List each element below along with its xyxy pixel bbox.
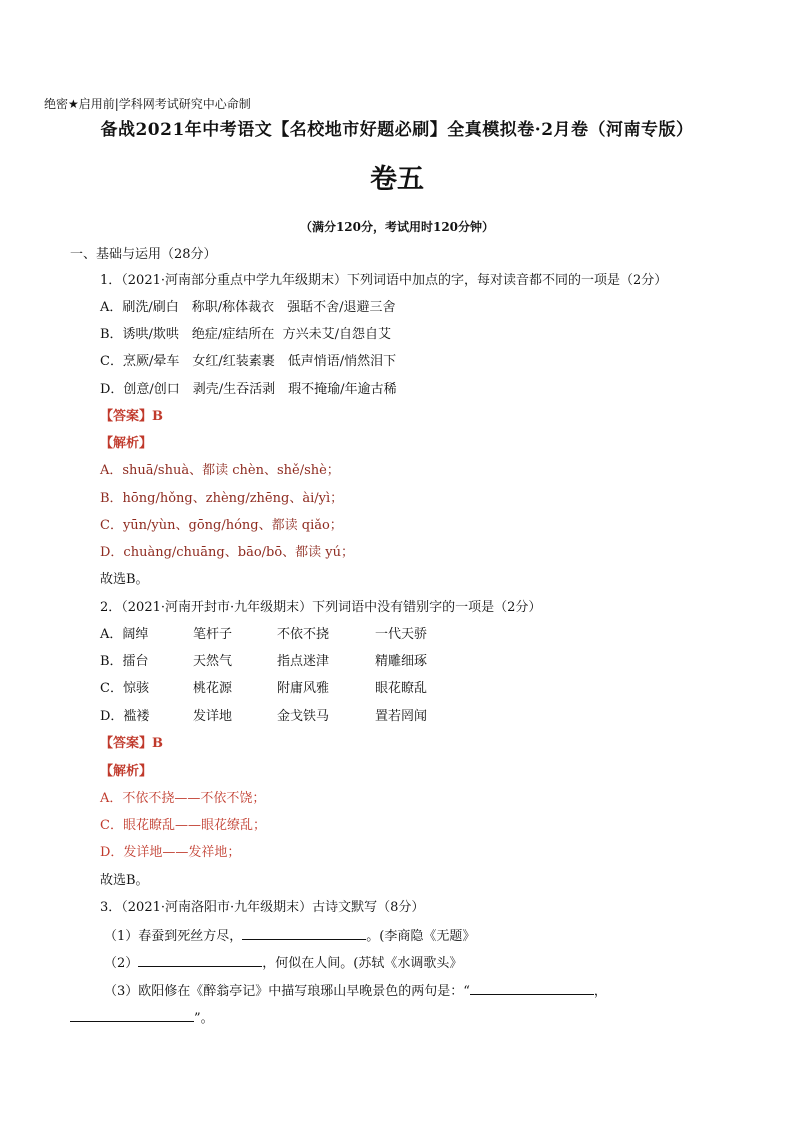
q2-option-b-word-3: 指点迷津 (277, 654, 330, 669)
q2-analysis-a: A．不依不挠——不依不饶； (100, 791, 266, 806)
q2-conclusion: 故选B。 (100, 873, 149, 888)
q2-option-c-word-4: 眼花瞭乱 (375, 681, 428, 696)
q3-item-3-continued (70, 1008, 214, 1028)
confidential-label: 绝密★启用前|学科网考试研究中心命制 (44, 97, 251, 111)
q2-option-a-word-3: 不依不挠 (277, 627, 330, 642)
q1-answer: 【答案】B (100, 409, 163, 424)
q2-option-d-word-3: 金戈铁马 (277, 709, 330, 724)
q2-analysis-c: C．眼花瞭乱——眼花缭乱； (100, 818, 266, 833)
q3-item-3-end: ”。 (194, 1011, 214, 1026)
q1-option-b: B．诱哄/欺哄 绝症/症结所在 方兴未艾/自怨自艾 (100, 327, 391, 342)
question-2-stem: 2．（2021·河南开封市·九年级期末）下列词语中没有错别字的一项是（2分） (100, 600, 542, 615)
q2-option-c-word-1: C．惊骇 (100, 681, 149, 696)
question-1-stem: 1．（2021·河南部分重点中学九年级期末）下列词语中加点的字，每对读音都不同的一项是（2分） (100, 273, 668, 288)
q2-option-d-word-4: 置若罔闻 (375, 709, 428, 724)
q1-analysis-a: A．shuā/shuà、都读 chèn、shě/shè； (100, 463, 340, 478)
q3-item-2-prefix: （2） (104, 956, 139, 971)
q2-option-b-word-1: B．擂台 (100, 654, 149, 669)
q1-analysis-label: 【解析】 (100, 436, 153, 451)
q2-option-d-word-2: 发详地 (193, 709, 233, 724)
question-3-stem: 3．（2021·河南洛阳市·九年级期末）古诗文默写（8分） (100, 900, 425, 915)
q2-option-b-word-2: 天然气 (193, 654, 233, 669)
q2-option-a-word-1: A．阔绰 (100, 627, 149, 642)
q2-option-d-word-1: D．褴褛 (100, 709, 150, 724)
q1-analysis-b: B．hōng/hǒng、zhèng/zhēng、ài/yì； (100, 491, 344, 506)
q2-analysis-d: D．发详地——发祥地； (100, 845, 241, 860)
q3-blank-2[interactable] (138, 953, 262, 967)
q1-option-d: D．创意/创口 剥壳/生吞活剥 瑕不掩瑜/年逾古稀 (100, 382, 397, 397)
q3-blank-1[interactable] (242, 926, 366, 940)
q3-item-1-suffix: 。(李商隐《无题》 (366, 929, 476, 944)
q1-analysis-d: D．chuàng/chuāng、bāo/bō、都读 yú； (100, 545, 355, 560)
q2-analysis-label: 【解析】 (100, 764, 153, 779)
q1-conclusion: 故选B。 (100, 572, 149, 587)
q3-item-3-prefix: （3）欧阳修在《醉翁亭记》中描写琅琊山早晚景色的两句是：“ (104, 984, 470, 999)
q3-item-3-comma: ， (593, 984, 607, 999)
q3-item-1-prefix: （1）春蚕到死丝方尽， (104, 929, 243, 944)
section-heading: 一、基础与运用（28分） (70, 247, 217, 262)
exam-title: 备战2021年中考语文【名校地市好题必刷】全真模拟卷·2月卷（河南专版） (100, 120, 694, 140)
q1-option-c: C．烹厥/晕车 女红/红装素裹 低声悄语/悄然泪下 (100, 354, 397, 369)
q2-option-c-word-2: 桃花源 (193, 681, 233, 696)
q1-analysis-c: C．yūn/yùn、gōng/hóng、都读 qiǎo； (100, 518, 343, 533)
score-info: （满分120分，考试用时120分钟） (299, 220, 495, 234)
q3-blank-4[interactable] (70, 1008, 194, 1022)
q2-option-a-word-4: 一代天骄 (375, 627, 428, 642)
q2-option-c-word-3: 附庸风雅 (277, 681, 330, 696)
q3-item-1 (104, 926, 475, 946)
paper-subtitle: 卷五 (370, 164, 424, 195)
q3-item-2 (104, 953, 462, 973)
q3-blank-3[interactable] (470, 981, 594, 995)
q2-option-b-word-4: 精雕细琢 (375, 654, 428, 669)
q3-item-2-suffix: ，何似在人间。(苏轼《水调歌头》 (262, 956, 463, 971)
q2-answer: 【答案】B (100, 736, 163, 751)
q1-option-a: A．刷洗/刷白 称职/称体裁衣 强聒不舍/退避三舍 (100, 300, 396, 315)
q2-option-a-word-2: 笔杆子 (193, 627, 233, 642)
q3-item-3 (104, 981, 607, 1001)
